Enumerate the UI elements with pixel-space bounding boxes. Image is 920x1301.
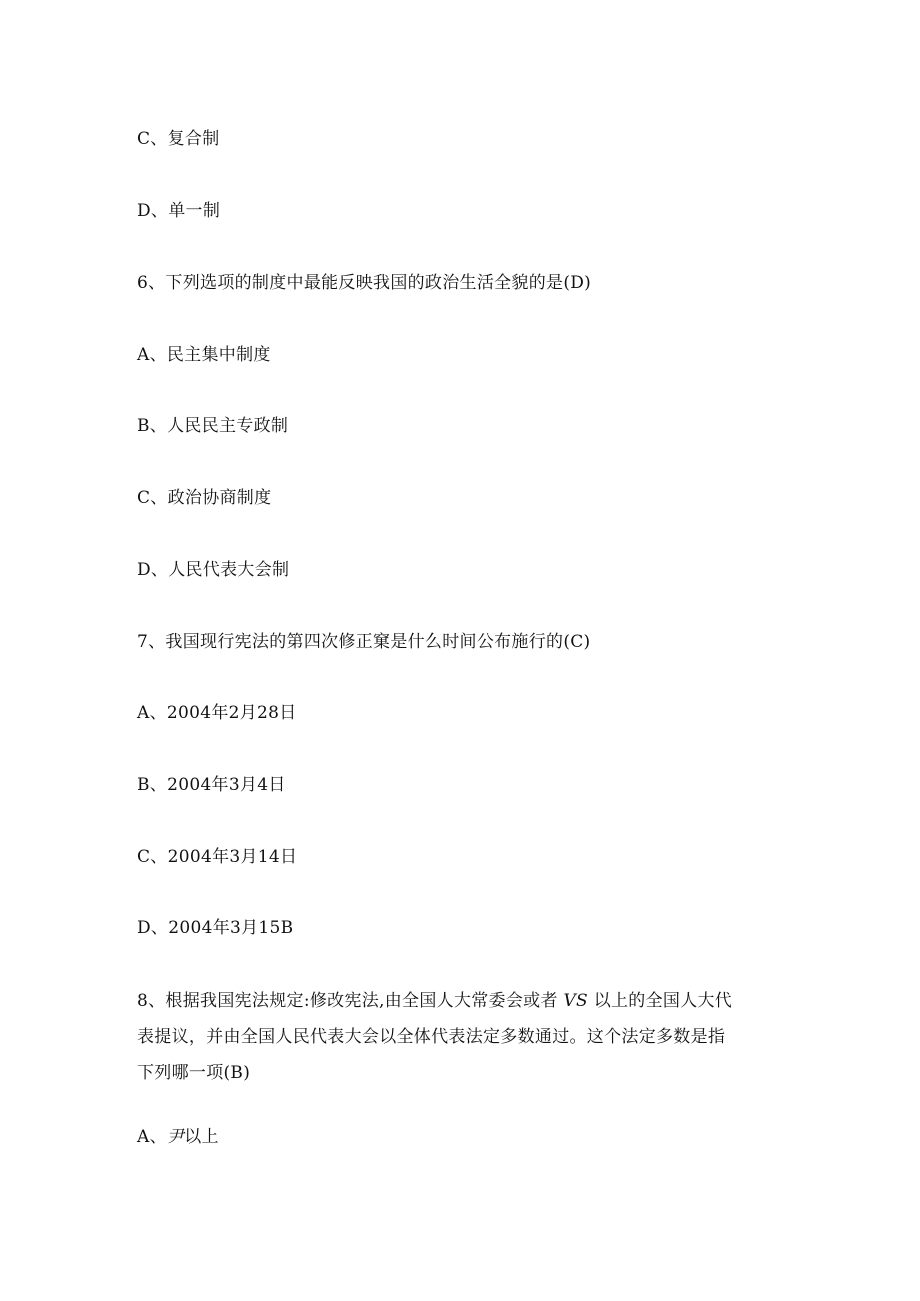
q7-option-c: C、2004年3月14日 (137, 847, 298, 867)
option-d-unitary: D、单一制 (137, 201, 221, 221)
question-8 (137, 983, 787, 1091)
question-7: 7、我国现行宪法的第四次修正窠是什么时间公布施行的(C) (137, 632, 591, 652)
q6-option-b: B、人民民主专政制 (137, 416, 289, 436)
q6-option-d: D、人民代表大会制 (137, 560, 290, 580)
q8-line-1-end: 以上的全国人大代 (587, 991, 733, 1011)
q7-option-d: D、2004年3月15B (137, 918, 294, 938)
q8-line-1-italic: VS (563, 991, 588, 1011)
q6-option-a: A、民主集中制度 (137, 345, 271, 365)
q7-option-a: A、2004年2月28日 (137, 703, 297, 723)
q7-option-b: B、2004年3月4日 (137, 775, 286, 795)
q8-option-a-suffix: 以上 (184, 1127, 219, 1147)
question-6: 6、下列选项的制度中最能反映我国的政治生活全貌的是(D) (137, 273, 592, 293)
option-c-composite: C、复合制 (137, 129, 220, 149)
q8-option-a-prefix: A、 (137, 1127, 167, 1147)
q8-line-2: 表提议，并由全国人民代表大会以全体代表法定多数通过。这个法定多数是指 (137, 1027, 726, 1047)
q8-option-a-italic: 尹 (166, 1127, 185, 1147)
q8-line-1 (137, 983, 787, 1019)
q8-line-1-start: 8、根据我国宪法规定:修改宪法,由全国人大常委会或者 (137, 991, 564, 1011)
q8-line-3: 下列哪一项(B) (137, 1063, 251, 1083)
q6-option-c: C、政治协商制度 (137, 488, 272, 508)
q8-option-a (137, 1125, 219, 1149)
